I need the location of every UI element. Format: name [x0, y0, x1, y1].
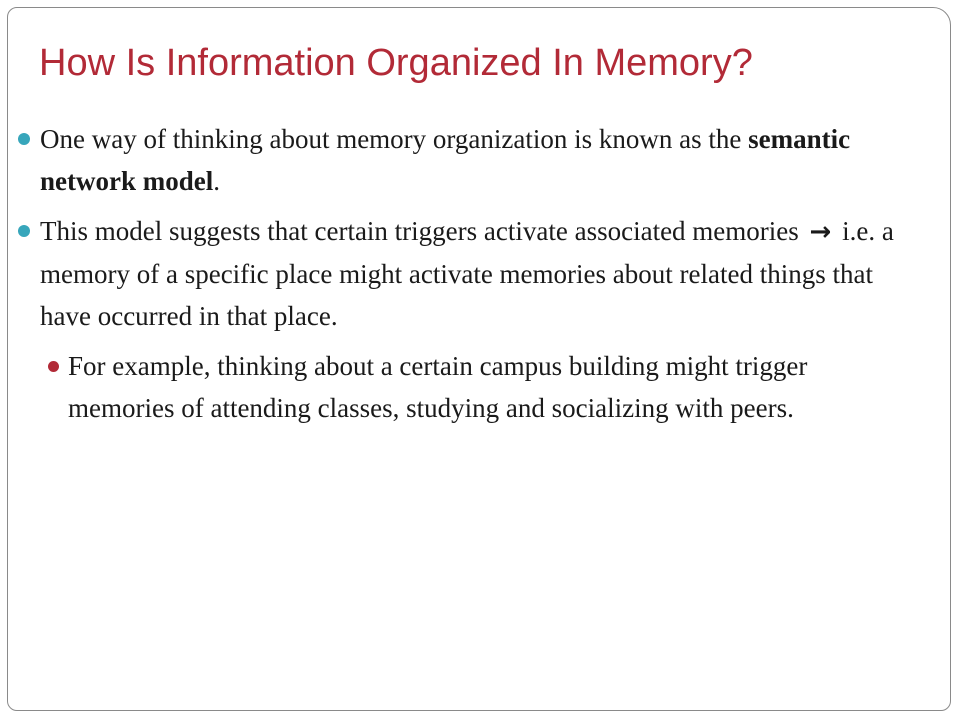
slide-title: How Is Information Organized In Memory?	[39, 42, 753, 84]
arrow-right-icon: →	[809, 217, 832, 247]
bullet-item	[0, 118, 910, 202]
bullet-dot-icon	[18, 133, 30, 145]
bullet-text: One way of thinking about memory organization is known as the	[40, 124, 749, 154]
sub-bullet-text: For example, thinking about a certain campus building might trigger memories of attending classes, studying and socializing with peers.	[68, 351, 808, 423]
bullet-dot-icon	[18, 225, 30, 237]
bullet-text-end: i.e. a memory of a specific place might activate memories about related things that have occurred in that place.	[40, 216, 894, 331]
sub-bullet-item	[0, 345, 910, 429]
bullet-item	[0, 210, 910, 337]
bullet-text: This model suggests that certain triggers activate associated memories	[40, 216, 806, 246]
sub-bullet-dot-icon	[48, 361, 59, 372]
slide-body	[0, 118, 960, 429]
bullet-text-end: .	[213, 166, 220, 196]
bullet-bold-term: semantic network model	[40, 124, 851, 196]
